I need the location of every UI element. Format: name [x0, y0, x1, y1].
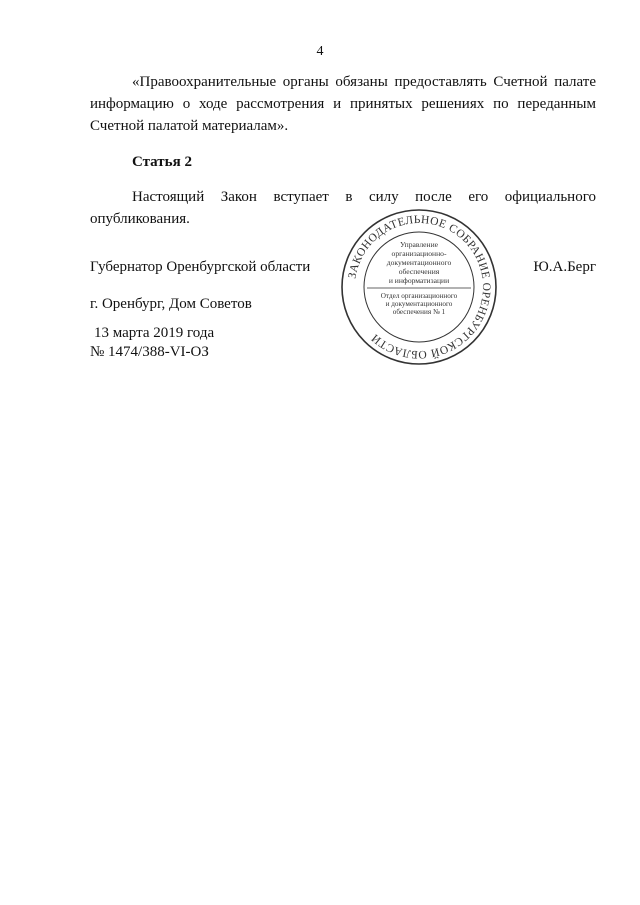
stamp-upper-line: и информатизации	[388, 276, 450, 285]
stamp-upper-line: документационного	[386, 258, 452, 267]
stamp-lower-line: Отдел организационного	[380, 292, 458, 300]
stamp-upper-block	[387, 240, 452, 285]
law-number: № 1474/388-VI-ОЗ	[90, 344, 209, 360]
signing-date: 13 марта 2019 года	[94, 325, 215, 341]
stamp-upper-line: обеспечения	[398, 267, 440, 276]
stamp-lower-line: обеспечения № 1	[392, 308, 446, 316]
governor-name: Ю.А.Берг	[533, 259, 596, 275]
stamp-upper-line: организационно-	[391, 249, 447, 258]
stamp-outer-ring	[342, 210, 496, 364]
page-number: 4	[316, 44, 324, 59]
stamp-lower-line: и документационного	[385, 300, 453, 308]
paragraph-entry-into-force: Настоящий Закон вступает в силу после его официального опубликования.	[90, 189, 596, 227]
article-title: Статья 2	[132, 154, 192, 170]
stamp-lower-block	[381, 292, 458, 316]
paragraph-law-enforcement: «Правоохранительные органы обязаны предоставлять Счетной палате информацию о ходе рассмотрения и принятых решениях по переданным Счетной палатой материалам».	[90, 74, 596, 134]
stamp-upper-line: Управление	[399, 240, 439, 249]
stamp-ring-text: ЗАКОНОДАТЕЛЬНОЕ СОБРАНИЕ ОРЕНБУРГСКОЙ ОБЛАСТИ	[346, 213, 493, 361]
governor-title: Губернатор Оренбургской области	[90, 259, 311, 275]
official-stamp	[339, 207, 499, 367]
signing-place: г. Оренбург, Дом Советов	[90, 296, 252, 312]
